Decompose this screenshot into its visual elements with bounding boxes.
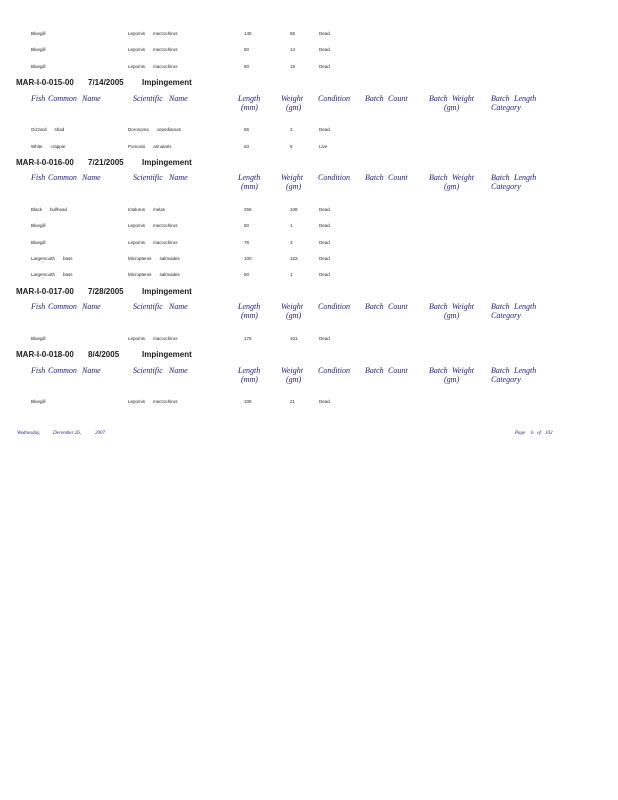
scientific-name-cell-s2: salmoides [159,272,180,277]
common-name-cell-c2: bass [63,256,73,261]
length-cell [244,256,252,261]
length-header: Length [238,302,261,311]
mm-unit-header: (mm) [241,182,258,191]
weight-cell-wt: 1 [290,272,293,277]
common-name-cell-c1: Bluegill [31,31,46,36]
weight-cell [290,240,293,245]
gm-unit-header: (gm) [286,182,302,191]
category-header: Category [491,182,521,191]
category-header: Category [491,103,521,112]
common-name-cell [31,31,54,36]
table-row [0,31,618,41]
table-row [0,144,618,154]
length-cell-len: 100 [244,256,252,261]
name-header: Name [169,302,188,311]
length-header: Length [514,366,537,375]
common-header: Common [48,173,77,182]
footer-of: of [537,431,541,436]
condition-cell-cond: Dead [319,223,330,228]
common-name-cell [31,207,67,212]
length-cell [244,240,249,245]
fish-header: Fish [31,94,46,103]
condition-cell [319,399,330,404]
scientific-name-cell-s1: Lepomis [128,399,146,404]
fish-header: Fish [31,302,46,311]
sample-date: 7/28/2005 [88,287,124,296]
table-row [0,47,618,57]
condition-cell [319,64,330,69]
batch-header: Batch [429,302,448,311]
mm-unit-header: (mm) [241,375,258,384]
batch-header: Batch [365,94,384,103]
fish-header: Fish [31,366,46,375]
weight-cell [290,336,298,341]
table-row [0,223,618,233]
weight-cell-wt: 108 [290,207,298,212]
column-header [0,94,618,116]
sample-id: MAR-I-0-015-00 [16,78,74,87]
scientific-name-cell [128,127,181,132]
scientific-name-cell-s2: macrochirus [153,31,178,36]
gm-unit-header: (gm) [286,103,302,112]
column-header [0,302,618,324]
length-cell-len: 78 [244,240,250,245]
batch-header: Batch [491,173,510,182]
condition-header: Condition [318,94,351,103]
condition-cell-cond: Dead [319,336,330,341]
table-row [0,64,618,74]
sample-type: Impingement [142,287,192,296]
condition-header: Condition [318,366,351,375]
condition-cell [319,256,330,261]
condition-cell-cond: Dead [319,207,330,212]
scientific-name-cell-s1: Lepomis [128,240,146,245]
gm-unit-header: (gm) [444,311,460,320]
sample-type: Impingement [142,78,192,87]
length-cell-len: 108 [244,399,252,404]
table-row [0,272,618,282]
length-cell-len: 53 [244,144,250,149]
length-cell [244,31,252,36]
weight-cell [290,272,293,277]
length-cell [244,272,249,277]
common-name-cell-c1: Gizzard [31,127,47,132]
length-cell [244,64,249,69]
sample-id: MAR-I-0-018-00 [16,350,74,359]
length-header: Length [238,94,261,103]
scientific-name-cell [128,336,178,341]
weight-cell [290,223,293,228]
common-name-cell-c1: Bluegill [31,47,46,52]
weight-header: Weight [452,366,474,375]
weight-cell [290,144,293,149]
length-cell-len: 50 [244,47,250,52]
length-cell-len: 80 [244,64,250,69]
scientific-name-cell-s2: melas [153,207,166,212]
condition-header: Condition [318,173,351,182]
common-name-cell-c2: crappie [50,144,66,149]
scientific-header: Scientific [133,302,163,311]
scientific-name-cell-s2: macrochirus [153,240,178,245]
weight-cell [290,47,295,52]
table-row [0,127,618,137]
length-header: Length [514,173,537,182]
common-name-cell-c1: Bluegill [31,399,46,404]
weight-cell-wt: 5 [290,144,293,149]
common-header: Common [48,302,77,311]
name-header: Name [82,94,101,103]
sample-type: Impingement [142,158,192,167]
length-cell [244,223,249,228]
mm-unit-header: (mm) [241,103,258,112]
table-row [0,240,618,250]
length-cell-len: 255 [244,207,252,212]
scientific-name-cell [128,64,178,69]
footer-year: 2007 [95,431,105,436]
batch-header: Batch [429,173,448,182]
length-cell [244,144,249,149]
condition-cell-cond: Dead [319,272,330,277]
common-name-cell [31,240,54,245]
weight-cell [290,64,295,69]
name-header: Name [82,173,101,182]
condition-cell [319,47,330,52]
common-name-cell [31,272,73,277]
weight-cell-wt: 153 [290,256,298,261]
common-header: Common [48,366,77,375]
condition-cell-cond: Dead [319,399,330,404]
batch-header: Batch [491,302,510,311]
scientific-name-cell-s2: salmoides [159,256,180,261]
sample-date: 7/14/2005 [88,78,124,87]
scientific-name-cell [128,272,180,277]
table-row [0,399,618,409]
length-cell [244,336,252,341]
scientific-name-cell-s1: Lepomis [128,336,146,341]
scientific-name-cell [128,144,172,149]
length-header: Length [514,94,537,103]
length-cell-len: 50 [244,272,250,277]
weight-cell-wt: 21 [290,399,296,404]
gm-unit-header: (gm) [286,375,302,384]
scientific-name-cell [128,399,178,404]
condition-cell-cond: Dead [319,256,330,261]
scientific-name-cell-s2: macrochirus [153,64,178,69]
weight-cell-wt: 18 [290,64,296,69]
mm-unit-header: (mm) [241,311,258,320]
table-row [0,207,618,217]
category-header: Category [491,375,521,384]
column-header [0,366,618,388]
scientific-name-cell-s2: macrochirus [153,223,178,228]
count-header: Count [388,366,408,375]
footer-day: Wednesday, [17,431,41,436]
common-name-cell-c1: Largemouth [31,256,56,261]
weight-header: Weight [281,173,303,182]
condition-cell [319,127,330,132]
gm-unit-header: (gm) [444,182,460,191]
length-cell-len: 50 [244,223,250,228]
common-name-cell [31,256,73,261]
common-name-cell [31,144,65,149]
length-header: Length [514,302,537,311]
name-header: Name [169,366,188,375]
scientific-name-cell [128,207,165,212]
condition-cell [319,272,330,277]
count-header: Count [388,302,408,311]
length-header: Length [238,173,261,182]
scientific-header: Scientific [133,94,163,103]
common-name-cell-c1: Bluegill [31,240,46,245]
batch-header: Batch [429,94,448,103]
footer-date: December 26, [53,431,82,436]
common-name-cell-c2: bullhead [50,207,68,212]
condition-cell [319,31,330,36]
scientific-name-cell [128,256,180,261]
footer-page-label: Page [515,431,526,436]
sample-id: MAR-I-0-017-00 [16,287,74,296]
batch-header: Batch [365,173,384,182]
scientific-name-cell-s1: Lepomis [128,31,146,36]
scientific-name-cell [128,31,178,36]
common-name-cell-c1: Largemouth [31,272,56,277]
weight-header: Weight [452,94,474,103]
common-name-cell [31,127,64,132]
common-header: Common [48,94,77,103]
scientific-name-cell-s1: Lepomis [128,47,146,52]
category-header: Category [491,311,521,320]
scientific-name-cell-s1: Lepomis [128,223,146,228]
weight-cell-wt: 2 [290,127,293,132]
common-name-cell-c2: bass [63,272,73,277]
common-name-cell [31,399,54,404]
common-name-cell-c2: shad [54,127,65,132]
count-header: Count [388,173,408,182]
weight-cell [290,399,295,404]
common-name-cell-c1: Bluegill [31,336,46,341]
condition-cell [319,240,330,245]
condition-cell-cond: Dead [319,47,330,52]
table-row [0,256,618,266]
gm-unit-header: (gm) [444,375,460,384]
column-header [0,173,618,195]
condition-cell-cond: Dead [319,240,330,245]
batch-header: Batch [429,366,448,375]
weight-cell-wt: 101 [290,336,298,341]
name-header: Name [169,94,188,103]
count-header: Count [388,94,408,103]
weight-cell [290,127,293,132]
common-name-cell-c1: Bluegill [31,223,46,228]
fish-header: Fish [31,173,46,182]
length-cell-len: 145 [244,31,252,36]
weight-cell-wt: 1 [290,223,293,228]
batch-header: Batch [365,302,384,311]
weight-header: Weight [452,173,474,182]
name-header: Name [169,173,188,182]
scientific-name-cell-s1: Lepomis [128,64,146,69]
condition-cell-cond: Dead [319,127,330,132]
weight-cell-wt: 14 [290,47,296,52]
scientific-name-cell [128,240,178,245]
gm-unit-header: (gm) [286,311,302,320]
weight-cell-wt: 3 [290,240,293,245]
common-name-cell [31,64,54,69]
scientific-name-cell-s1: Pomoxis [128,144,146,149]
common-name-cell [31,336,54,341]
common-name-cell-c1: Bluegill [31,64,46,69]
scientific-name-cell [128,47,178,52]
weight-header: Weight [281,302,303,311]
sample-date: 8/4/2005 [88,350,120,359]
condition-cell-cond: Dead [319,31,330,36]
condition-header: Condition [318,302,351,311]
name-header: Name [82,366,101,375]
length-header: Length [238,366,261,375]
footer-total-pages: 102 [545,431,553,436]
sample-type: Impingement [142,350,192,359]
name-header: Name [82,302,101,311]
batch-header: Batch [491,94,510,103]
batch-header: Batch [491,366,510,375]
scientific-name-cell-s2: annularis [153,144,172,149]
length-cell [244,207,252,212]
common-name-cell [31,223,54,228]
length-cell [244,47,249,52]
scientific-header: Scientific [133,366,163,375]
condition-cell [319,144,327,149]
sample-id: MAR-I-0-016-00 [16,158,74,167]
sample-date: 7/21/2005 [88,158,124,167]
weight-cell-wt: 55 [290,31,296,36]
weight-cell [290,207,298,212]
gm-unit-header: (gm) [444,103,460,112]
scientific-name-cell-s2: cepedianum [156,127,182,132]
scientific-header: Scientific [133,173,163,182]
weight-cell [290,256,298,261]
scientific-name-cell-s2: macrochirus [153,336,178,341]
scientific-name-cell [128,223,178,228]
footer-page-number: 6 [531,431,534,436]
scientific-name-cell-s1: Micropterus [128,272,152,277]
batch-header: Batch [365,366,384,375]
weight-header: Weight [452,302,474,311]
common-name-cell [31,47,54,52]
scientific-name-cell-s2: macrochirus [153,47,178,52]
weight-header: Weight [281,366,303,375]
condition-cell [319,223,330,228]
length-cell-len: 55 [244,127,250,132]
length-cell [244,127,249,132]
table-row [0,336,618,346]
condition-cell [319,207,330,212]
weight-cell [290,31,295,36]
length-cell-len: 175 [244,336,252,341]
common-name-cell-c1: Black [31,207,43,212]
scientific-name-cell-s1: Ictalurus [128,207,146,212]
scientific-name-cell-s1: Micropterus [128,256,152,261]
scientific-name-cell-s2: macrochirus [153,399,178,404]
weight-header: Weight [281,94,303,103]
common-name-cell-c1: White [31,144,43,149]
condition-cell [319,336,330,341]
length-cell [244,399,252,404]
condition-cell-cond: Dead [319,64,330,69]
scientific-name-cell-s1: Dorosoma [128,127,149,132]
condition-cell-cond: Live [319,144,328,149]
